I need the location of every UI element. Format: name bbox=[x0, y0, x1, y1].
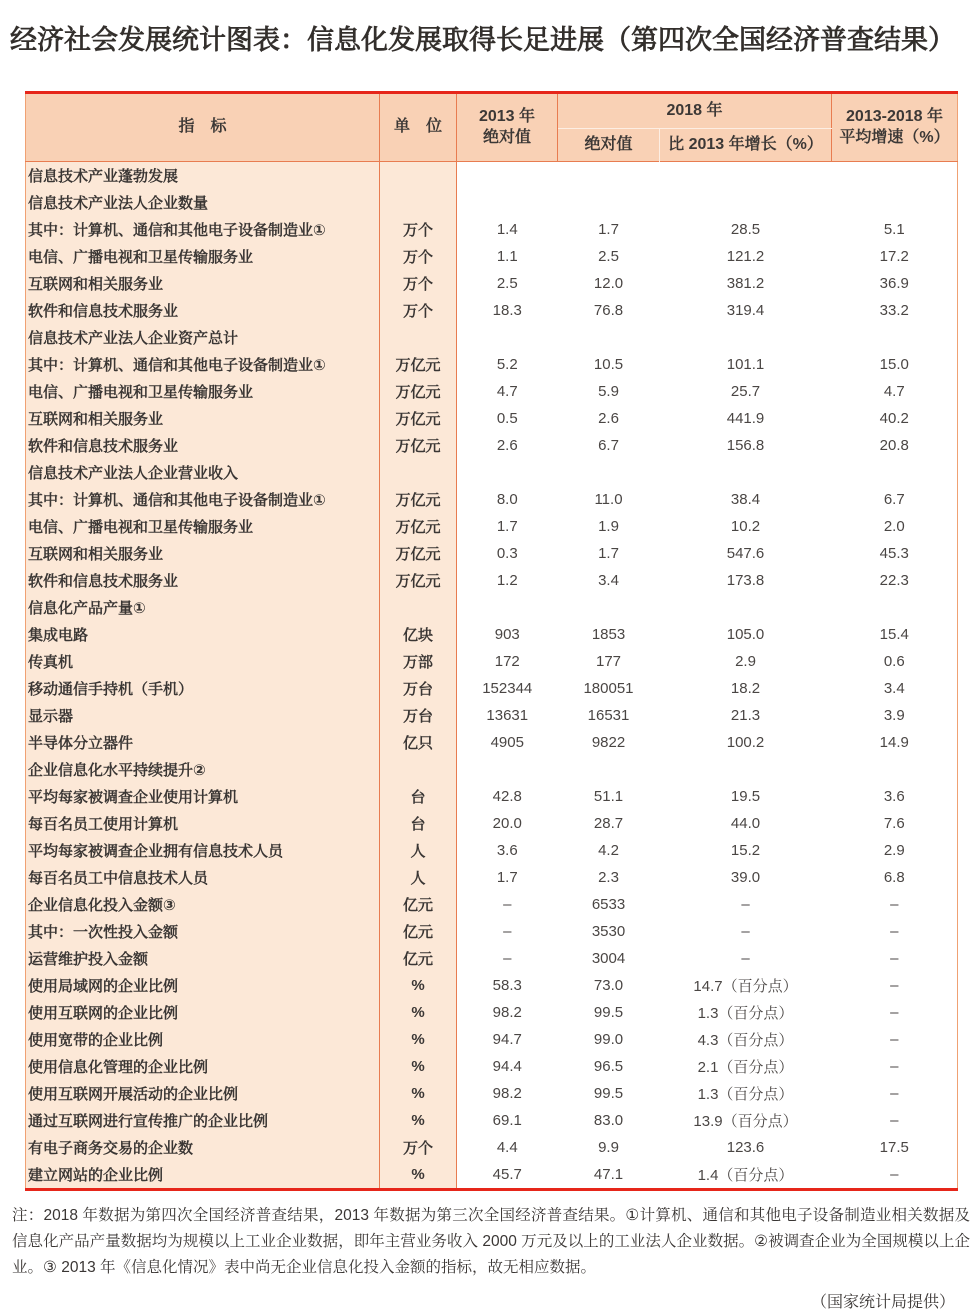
unit-cell: 万台 bbox=[380, 675, 457, 702]
avg-growth-cell: 17.5 bbox=[879, 1139, 909, 1156]
value-2018-cell: 99.5 bbox=[593, 1004, 624, 1021]
growth-cell: 4.3（百分点） bbox=[697, 1032, 794, 1049]
value-2018-cell: 177 bbox=[595, 653, 622, 670]
header-2018-group: 2018 年 bbox=[558, 93, 832, 129]
avg-growth-cell: 7.6 bbox=[883, 815, 905, 832]
table-row bbox=[26, 1053, 958, 1080]
value-2018-cell: 9.9 bbox=[598, 1139, 619, 1156]
indicator-cell: 移动通信手持机（手机） bbox=[26, 675, 380, 702]
table-row bbox=[26, 594, 958, 621]
avg-growth-cell: – bbox=[890, 1004, 899, 1021]
value-2018-cell: 83.0 bbox=[593, 1112, 624, 1129]
growth-cell: – bbox=[741, 950, 750, 967]
indicator-cell: 每百名员工使用计算机 bbox=[26, 810, 380, 837]
unit-cell: 亿元 bbox=[380, 891, 457, 918]
indicator-cell: 互联网和相关服务业 bbox=[26, 405, 380, 432]
value-2013-cell bbox=[457, 189, 558, 216]
avg-growth-cell: 3.9 bbox=[883, 707, 905, 724]
avg-growth-cell: 2.9 bbox=[883, 842, 905, 859]
unit-cell: 万亿元 bbox=[380, 486, 457, 513]
growth-cell bbox=[660, 459, 832, 486]
indicator-cell: 电信、广播电视和卫星传输服务业 bbox=[26, 513, 380, 540]
unit-cell: 台 bbox=[380, 810, 457, 837]
table-row bbox=[26, 432, 958, 459]
unit-cell: 万个 bbox=[380, 216, 457, 243]
growth-cell: 105.0 bbox=[726, 626, 765, 643]
value-2018-cell: 5.9 bbox=[598, 383, 619, 400]
growth-cell bbox=[660, 324, 832, 351]
avg-growth-cell: 3.4 bbox=[883, 680, 905, 697]
value-2013-cell: 42.8 bbox=[492, 788, 522, 805]
avg-growth-cell: 15.4 bbox=[879, 626, 909, 643]
value-2018-cell: 9822 bbox=[591, 734, 626, 751]
header-indicator: 指 标 bbox=[26, 93, 380, 162]
table-row bbox=[26, 729, 958, 756]
value-2013-cell: 8.0 bbox=[496, 491, 518, 508]
growth-cell: 10.2 bbox=[730, 518, 761, 535]
avg-growth-cell: 14.9 bbox=[879, 734, 909, 751]
value-2018-cell: 6.7 bbox=[598, 437, 619, 454]
value-2013-cell: – bbox=[503, 896, 512, 913]
unit-cell: 万亿元 bbox=[380, 378, 457, 405]
value-2018-cell bbox=[558, 756, 660, 783]
indicator-cell: 信息技术产业法人企业资产总计 bbox=[26, 324, 380, 351]
indicator-cell: 互联网和相关服务业 bbox=[26, 270, 380, 297]
value-2018-cell: 10.5 bbox=[593, 356, 624, 373]
growth-cell bbox=[660, 594, 832, 621]
value-2018-cell: 99.0 bbox=[593, 1031, 624, 1048]
unit-cell bbox=[380, 162, 457, 190]
indicator-cell: 平均每家被调查企业使用计算机 bbox=[26, 783, 380, 810]
growth-cell: 100.2 bbox=[726, 734, 765, 751]
unit-cell: 万亿元 bbox=[380, 405, 457, 432]
unit-cell: 台 bbox=[380, 783, 457, 810]
page-title: 经济社会发展统计图表：信息化发展取得长足进展（第四次全国经济普查结果） bbox=[10, 25, 955, 55]
unit-cell: 万亿元 bbox=[380, 513, 457, 540]
indicator-cell: 信息技术产业法人企业数量 bbox=[26, 189, 380, 216]
value-2013-cell bbox=[457, 594, 558, 621]
table-row bbox=[26, 621, 958, 648]
value-2018-cell: 180051 bbox=[583, 680, 634, 697]
unit-cell: % bbox=[380, 1053, 457, 1080]
table-row bbox=[26, 216, 958, 243]
value-2013-cell: 0.5 bbox=[496, 410, 518, 427]
growth-cell: 21.3 bbox=[730, 707, 761, 724]
value-2013-cell: 4.7 bbox=[496, 383, 518, 400]
value-2018-cell: 3530 bbox=[591, 923, 626, 940]
value-2018-cell bbox=[558, 324, 660, 351]
value-2013-cell: 45.7 bbox=[492, 1166, 522, 1183]
avg-growth-cell: 17.2 bbox=[879, 248, 909, 265]
unit-cell: 人 bbox=[380, 864, 457, 891]
header-avg-growth: 2013-2018 年 平均增速（%） bbox=[832, 93, 958, 162]
table-row bbox=[26, 648, 958, 675]
table-row bbox=[26, 567, 958, 594]
value-2013-cell: 1.1 bbox=[496, 248, 518, 265]
value-2013-cell: – bbox=[503, 923, 512, 940]
value-2013-cell bbox=[457, 459, 558, 486]
table-row bbox=[26, 810, 958, 837]
value-2013-cell: 94.7 bbox=[492, 1031, 522, 1048]
value-2013-cell: 18.3 bbox=[492, 302, 522, 319]
growth-cell: 39.0 bbox=[730, 869, 761, 886]
indicator-cell: 信息化产品产量① bbox=[26, 594, 380, 621]
growth-cell: 156.8 bbox=[726, 437, 765, 454]
value-2013-cell: 69.1 bbox=[492, 1112, 522, 1129]
table-body bbox=[26, 162, 958, 1190]
unit-cell: 万台 bbox=[380, 702, 457, 729]
avg-growth-cell: 6.8 bbox=[883, 869, 905, 886]
table-row bbox=[26, 243, 958, 270]
avg-growth-cell bbox=[832, 162, 958, 190]
indicator-cell: 有电子商务交易的企业数 bbox=[26, 1134, 380, 1161]
indicator-cell: 平均每家被调查企业拥有信息技术人员 bbox=[26, 837, 380, 864]
indicator-cell: 建立网站的企业比例 bbox=[26, 1161, 380, 1190]
unit-cell: 万亿元 bbox=[380, 432, 457, 459]
value-2013-cell: 13631 bbox=[486, 707, 529, 724]
value-2018-cell: 47.1 bbox=[593, 1166, 624, 1183]
indicator-cell: 半导体分立器件 bbox=[26, 729, 380, 756]
value-2018-cell: 1.7 bbox=[598, 545, 619, 562]
unit-cell bbox=[380, 459, 457, 486]
table-row bbox=[26, 405, 958, 432]
indicator-cell: 其中：计算机、通信和其他电子设备制造业① bbox=[26, 486, 380, 513]
table-row bbox=[26, 756, 958, 783]
table-row bbox=[26, 972, 958, 999]
growth-cell bbox=[660, 189, 832, 216]
growth-cell: 13.9（百分点） bbox=[693, 1113, 798, 1130]
indicator-cell: 互联网和相关服务业 bbox=[26, 540, 380, 567]
value-2013-cell: 98.2 bbox=[492, 1004, 522, 1021]
indicator-cell: 企业信息化投入金额③ bbox=[26, 891, 380, 918]
value-2013-cell: 4905 bbox=[490, 734, 524, 751]
value-2018-cell bbox=[558, 594, 660, 621]
avg-growth-cell: 40.2 bbox=[879, 410, 909, 427]
value-2013-cell: 3.6 bbox=[496, 842, 518, 859]
table-row bbox=[26, 459, 958, 486]
value-2013-cell: 20.0 bbox=[492, 815, 522, 832]
unit-cell: 亿元 bbox=[380, 918, 457, 945]
table-row bbox=[26, 324, 958, 351]
value-2018-cell: 12.0 bbox=[593, 275, 624, 292]
value-2013-cell bbox=[457, 756, 558, 783]
avg-growth-cell bbox=[832, 324, 958, 351]
table-row bbox=[26, 1134, 958, 1161]
unit-cell bbox=[380, 756, 457, 783]
header-2018-absolute: 绝对值 bbox=[558, 129, 660, 162]
growth-cell: 19.5 bbox=[730, 788, 761, 805]
unit-cell: 万个 bbox=[380, 1134, 457, 1161]
value-2013-cell: 98.2 bbox=[492, 1085, 522, 1102]
growth-cell: 1.3（百分点） bbox=[697, 1005, 794, 1022]
indicator-cell: 电信、广播电视和卫星传输服务业 bbox=[26, 243, 380, 270]
indicator-cell: 信息技术产业蓬勃发展 bbox=[26, 162, 380, 190]
growth-cell: 18.2 bbox=[730, 680, 761, 697]
header-2018-growth: 比 2013 年增长（%） bbox=[660, 129, 832, 162]
growth-cell: – bbox=[741, 923, 750, 940]
avg-growth-cell: 22.3 bbox=[879, 572, 909, 589]
growth-cell bbox=[660, 162, 832, 190]
indicator-cell: 每百名员工中信息技术人员 bbox=[26, 864, 380, 891]
table-row bbox=[26, 918, 958, 945]
unit-cell: 万亿元 bbox=[380, 567, 457, 594]
growth-cell: 15.2 bbox=[730, 842, 761, 859]
growth-cell bbox=[660, 756, 832, 783]
unit-cell: 万个 bbox=[380, 270, 457, 297]
value-2018-cell: 73.0 bbox=[593, 977, 624, 994]
avg-growth-cell: – bbox=[890, 1112, 899, 1129]
table-row bbox=[26, 891, 958, 918]
value-2018-cell bbox=[558, 459, 660, 486]
growth-cell: 1.3（百分点） bbox=[697, 1086, 794, 1103]
value-2013-cell: 152344 bbox=[482, 680, 533, 697]
growth-cell: 44.0 bbox=[730, 815, 761, 832]
table-row bbox=[26, 297, 958, 324]
footnote: 注：2018 年数据为第四次全国经济普查结果，2013 年数据为第三次全国经济普查结果。①计算机、通信和其他电子设备制造业相关数据及信息化产品产量数据均为规模以上工业企业数据，即年主营业务收入 2000 万元及以上的工业法人企业数据。②被调查企业为全国规模以上企业。③ 2013 年《信息化情况》表中尚无企业信息化投入金额的指标，故无相应数据。 bbox=[12, 1207, 970, 1276]
table-row bbox=[26, 1161, 958, 1190]
indicator-cell: 软件和信息技术服务业 bbox=[26, 567, 380, 594]
table-row bbox=[26, 540, 958, 567]
table-row bbox=[26, 837, 958, 864]
indicator-cell: 使用局域网的企业比例 bbox=[26, 972, 380, 999]
value-2018-cell: 2.5 bbox=[598, 248, 619, 265]
growth-cell: 123.6 bbox=[726, 1139, 765, 1156]
growth-cell: 121.2 bbox=[726, 248, 765, 265]
value-2018-cell: 28.7 bbox=[593, 815, 624, 832]
value-2013-cell bbox=[457, 324, 558, 351]
unit-cell: 亿元 bbox=[380, 945, 457, 972]
value-2018-cell: 1853 bbox=[591, 626, 626, 643]
growth-cell: 101.1 bbox=[726, 356, 765, 373]
unit-cell: 万亿元 bbox=[380, 351, 457, 378]
avg-growth-cell: 2.0 bbox=[883, 518, 905, 535]
avg-growth-cell: 45.3 bbox=[879, 545, 909, 562]
unit-cell: % bbox=[380, 1026, 457, 1053]
value-2018-cell bbox=[558, 189, 660, 216]
indicator-cell: 运营维护投入金额 bbox=[26, 945, 380, 972]
growth-cell: 173.8 bbox=[726, 572, 765, 589]
value-2013-cell: – bbox=[503, 950, 512, 967]
indicator-cell: 使用互联网开展活动的企业比例 bbox=[26, 1080, 380, 1107]
growth-cell: 38.4 bbox=[730, 491, 761, 508]
table-row bbox=[26, 1026, 958, 1053]
value-2013-cell: 172 bbox=[494, 653, 520, 670]
growth-cell: 1.4（百分点） bbox=[697, 1167, 794, 1184]
value-2018-cell: 51.1 bbox=[593, 788, 624, 805]
growth-cell: 2.1（百分点） bbox=[697, 1059, 794, 1076]
unit-cell bbox=[380, 189, 457, 216]
avg-growth-cell bbox=[832, 594, 958, 621]
value-2018-cell: 3.4 bbox=[598, 572, 619, 589]
unit-cell: % bbox=[380, 999, 457, 1026]
value-2018-cell: 1.9 bbox=[598, 518, 619, 535]
growth-cell: 441.9 bbox=[726, 410, 765, 427]
indicator-cell: 传真机 bbox=[26, 648, 380, 675]
value-2018-cell: 16531 bbox=[587, 707, 630, 724]
avg-growth-cell: 4.7 bbox=[883, 383, 905, 400]
avg-growth-cell: 33.2 bbox=[879, 302, 909, 319]
value-2013-cell: 58.3 bbox=[492, 977, 522, 994]
value-2018-cell: 76.8 bbox=[593, 302, 624, 319]
unit-cell: 万个 bbox=[380, 297, 457, 324]
indicator-cell: 使用互联网的企业比例 bbox=[26, 999, 380, 1026]
table-row bbox=[26, 1107, 958, 1134]
avg-growth-cell: 36.9 bbox=[879, 275, 909, 292]
growth-cell: 547.6 bbox=[726, 545, 765, 562]
table-row bbox=[26, 945, 958, 972]
avg-growth-cell: – bbox=[890, 977, 899, 994]
value-2018-cell bbox=[558, 162, 660, 190]
value-2013-cell: 1.4 bbox=[496, 221, 518, 238]
avg-growth-cell: – bbox=[890, 923, 899, 940]
indicator-cell: 其中：一次性投入金额 bbox=[26, 918, 380, 945]
growth-cell: 28.5 bbox=[730, 221, 761, 238]
value-2018-cell: 3004 bbox=[591, 950, 626, 967]
indicator-cell: 信息技术产业法人企业营业收入 bbox=[26, 459, 380, 486]
header-unit: 单 位 bbox=[380, 93, 457, 162]
value-2013-cell: 4.4 bbox=[496, 1139, 518, 1156]
avg-growth-cell: – bbox=[890, 896, 899, 913]
avg-growth-cell: 20.8 bbox=[879, 437, 909, 454]
value-2018-cell: 2.3 bbox=[598, 869, 619, 886]
indicator-cell: 其中：计算机、通信和其他电子设备制造业① bbox=[26, 216, 380, 243]
value-2013-cell: 2.6 bbox=[496, 437, 518, 454]
value-2018-cell: 11.0 bbox=[594, 491, 623, 508]
indicator-cell: 显示器 bbox=[26, 702, 380, 729]
statistics-table bbox=[25, 91, 958, 1191]
avg-growth-cell: 3.6 bbox=[883, 788, 905, 805]
unit-cell: 亿只 bbox=[380, 729, 457, 756]
avg-growth-cell: – bbox=[890, 1085, 899, 1102]
value-2013-cell bbox=[457, 162, 558, 190]
unit-cell: % bbox=[380, 1161, 457, 1190]
growth-cell: – bbox=[741, 896, 750, 913]
header-2013-absolute: 2013 年 绝对值 bbox=[457, 93, 558, 162]
value-2013-cell: 0.3 bbox=[496, 545, 518, 562]
growth-cell: 2.9 bbox=[735, 653, 756, 670]
growth-cell: 319.4 bbox=[726, 302, 765, 319]
indicator-cell: 使用宽带的企业比例 bbox=[26, 1026, 380, 1053]
table-row bbox=[26, 189, 958, 216]
table-header bbox=[26, 93, 958, 162]
value-2018-cell: 99.5 bbox=[593, 1085, 624, 1102]
avg-growth-cell bbox=[832, 459, 958, 486]
unit-cell: 万个 bbox=[380, 243, 457, 270]
avg-growth-cell: – bbox=[890, 950, 899, 967]
unit-cell: 人 bbox=[380, 837, 457, 864]
value-2018-cell: 4.2 bbox=[598, 842, 619, 859]
value-2018-cell: 6533 bbox=[591, 896, 626, 913]
table-row bbox=[26, 864, 958, 891]
avg-growth-cell: – bbox=[890, 1058, 899, 1075]
avg-growth-cell bbox=[832, 189, 958, 216]
growth-cell: 381.2 bbox=[726, 275, 765, 292]
unit-cell: 万部 bbox=[380, 648, 457, 675]
table-row bbox=[26, 999, 958, 1026]
avg-growth-cell: 0.6 bbox=[883, 653, 905, 670]
value-2013-cell: 1.7 bbox=[496, 869, 518, 886]
table-row bbox=[26, 783, 958, 810]
avg-growth-cell: – bbox=[890, 1166, 899, 1183]
indicator-cell: 软件和信息技术服务业 bbox=[26, 297, 380, 324]
value-2013-cell: 5.2 bbox=[496, 356, 518, 373]
value-2013-cell: 903 bbox=[494, 626, 520, 643]
indicator-cell: 通过互联网进行宣传推广的企业比例 bbox=[26, 1107, 380, 1134]
avg-growth-cell: – bbox=[890, 1031, 899, 1048]
value-2013-cell: 94.4 bbox=[492, 1058, 522, 1075]
avg-growth-cell: 5.1 bbox=[883, 221, 905, 238]
indicator-cell: 其中：计算机、通信和其他电子设备制造业① bbox=[26, 351, 380, 378]
value-2013-cell: 1.2 bbox=[496, 572, 518, 589]
growth-cell: 14.7（百分点） bbox=[693, 978, 798, 995]
table-row bbox=[26, 513, 958, 540]
table-row bbox=[26, 162, 958, 190]
table-row bbox=[26, 270, 958, 297]
table-row bbox=[26, 702, 958, 729]
table-row bbox=[26, 351, 958, 378]
unit-cell: % bbox=[380, 1080, 457, 1107]
table-row bbox=[26, 1080, 958, 1107]
growth-cell: 25.7 bbox=[730, 383, 761, 400]
attribution: （国家统计局提供） bbox=[810, 1294, 955, 1311]
table-row bbox=[26, 378, 958, 405]
unit-cell bbox=[380, 324, 457, 351]
indicator-cell: 集成电路 bbox=[26, 621, 380, 648]
unit-cell bbox=[380, 594, 457, 621]
indicator-cell: 电信、广播电视和卫星传输服务业 bbox=[26, 378, 380, 405]
indicator-cell: 使用信息化管理的企业比例 bbox=[26, 1053, 380, 1080]
avg-growth-cell: 6.7 bbox=[883, 491, 905, 508]
unit-cell: % bbox=[380, 1107, 457, 1134]
value-2013-cell: 2.5 bbox=[496, 275, 518, 292]
value-2018-cell: 2.6 bbox=[598, 410, 619, 427]
avg-growth-cell bbox=[832, 756, 958, 783]
indicator-cell: 企业信息化水平持续提升② bbox=[26, 756, 380, 783]
value-2013-cell: 1.7 bbox=[496, 518, 518, 535]
value-2018-cell: 1.7 bbox=[598, 221, 619, 238]
unit-cell: % bbox=[380, 972, 457, 999]
table-row bbox=[26, 675, 958, 702]
value-2018-cell: 96.5 bbox=[593, 1058, 624, 1075]
avg-growth-cell: 15.0 bbox=[879, 356, 909, 373]
unit-cell: 亿块 bbox=[380, 621, 457, 648]
indicator-cell: 软件和信息技术服务业 bbox=[26, 432, 380, 459]
table-row bbox=[26, 486, 958, 513]
unit-cell: 万亿元 bbox=[380, 540, 457, 567]
